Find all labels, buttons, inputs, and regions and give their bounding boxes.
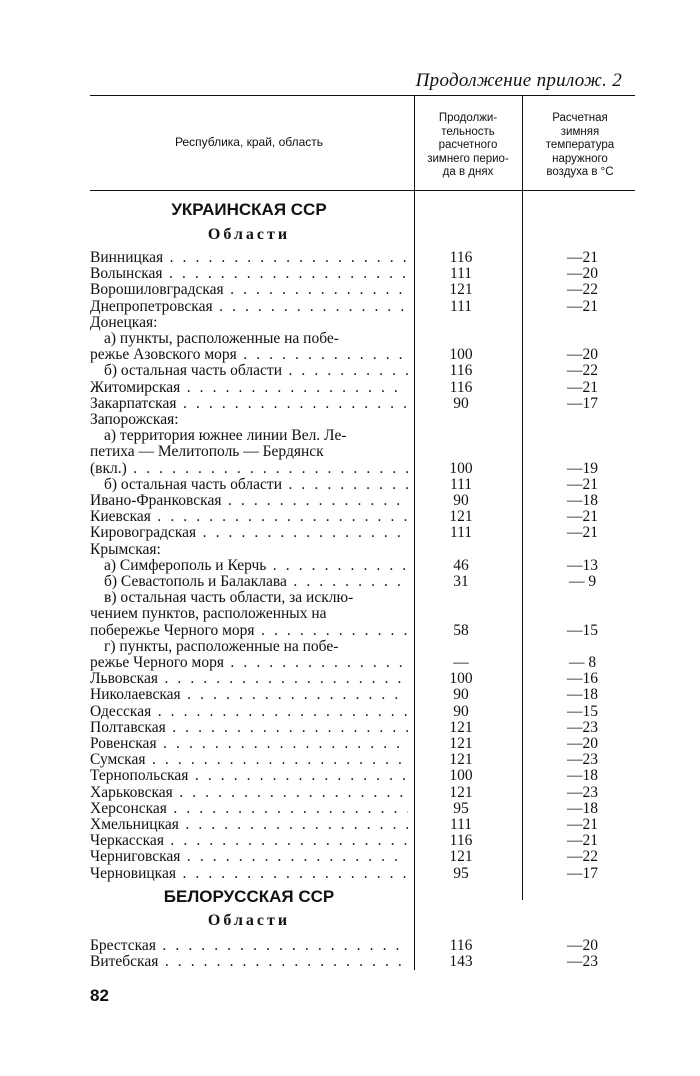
table-row: [90, 752, 635, 768]
winter-temperature: —21: [567, 508, 598, 526]
region-name: Одесская . . .: [90, 704, 408, 720]
heating-days: 46: [453, 556, 469, 574]
region-name: Днепропетровская . . .: [90, 299, 408, 315]
region-name: Черниговская . . .: [90, 849, 408, 865]
heating-days: —: [453, 654, 469, 671]
heating-days: 143: [449, 953, 473, 971]
heating-days: 95: [453, 864, 469, 882]
winter-temperature: —18: [567, 799, 598, 817]
table-row: [90, 704, 635, 720]
table-row: [90, 412, 635, 428]
region-name: а) пункты, расположенные на побе-: [104, 331, 339, 347]
table-row: [90, 639, 635, 655]
heating-days: 116: [449, 937, 473, 954]
winter-temperature: — 8: [568, 654, 597, 671]
heating-days: 116: [449, 378, 473, 396]
winter-temperature: —20: [567, 265, 598, 283]
header-duration-column: Продолжи- тельность расчетного зимнего перио- да в днях: [427, 112, 509, 178]
header-top-rule: [90, 95, 635, 96]
region-name: Кировоградская . . .: [90, 525, 408, 541]
winter-temperature: —18: [567, 492, 598, 509]
table-row: [90, 655, 635, 671]
region-name: режье Черного моря . . .: [90, 655, 408, 671]
section-title: УКРАИНСКАЯ ССР: [171, 200, 327, 219]
heating-days: 100: [449, 670, 473, 688]
table-row: [90, 574, 635, 590]
winter-temperature: —23: [567, 751, 598, 769]
heating-days: 90: [453, 492, 469, 509]
table-row: [90, 509, 635, 525]
table-row: [90, 849, 635, 865]
table-row: [90, 720, 635, 736]
region-name: Черновицкая . . .: [90, 866, 408, 882]
page-number: 82: [90, 986, 109, 1005]
table-row: [90, 315, 635, 331]
winter-temperature: —22: [567, 362, 598, 380]
region-name: Волынская . . .: [90, 266, 408, 282]
winter-temperature: —21: [567, 378, 598, 396]
winter-temperature: —20: [567, 735, 598, 752]
heating-days: 111: [449, 524, 473, 542]
region-name: Киевская . . .: [90, 509, 408, 525]
table-row: [90, 866, 635, 882]
table-row: [90, 687, 635, 703]
heating-days: 121: [449, 281, 473, 299]
table-row: [90, 833, 635, 849]
column-divider-2: [522, 95, 523, 190]
heating-days: 121: [449, 848, 473, 866]
region-name: Винницкая . . .: [90, 250, 408, 266]
heating-days: 116: [449, 832, 473, 850]
winter-temperature: —20: [567, 346, 598, 364]
heating-days: 58: [453, 621, 469, 639]
heating-days: 100: [449, 767, 473, 785]
table-row: [90, 363, 635, 379]
region-name: Хмельницкая . . .: [90, 817, 408, 833]
winter-temperature: —13: [567, 556, 598, 574]
heating-days: 111: [449, 265, 473, 283]
region-name: г) пункты, расположенные на побе-: [104, 638, 339, 655]
region-name: Ворошиловградская . . .: [90, 282, 408, 298]
table-row: [90, 606, 635, 622]
winter-temperature: —21: [567, 297, 598, 315]
region-name: Ровенская . . .: [90, 736, 408, 752]
table-row: [90, 525, 635, 541]
region-name: а) Симферополь и Керчь . . .: [104, 558, 408, 574]
winter-temperature: —21: [567, 816, 598, 833]
winter-temperature: —15: [567, 621, 598, 639]
table-row: [90, 331, 635, 347]
region-name: (вкл.) . . .: [90, 461, 408, 477]
table-row: [90, 299, 635, 315]
table-row: [90, 477, 635, 493]
heating-days: 116: [449, 249, 473, 266]
region-name: Тернопольская . . .: [90, 768, 408, 784]
region-name: Донецкая:: [90, 314, 158, 331]
table-row: [90, 380, 635, 396]
section-subtitle: Области: [207, 226, 291, 243]
heating-days: 111: [449, 297, 473, 315]
table-row: [90, 768, 635, 784]
winter-temperature: —23: [567, 953, 598, 971]
region-name: Житомирская . . .: [90, 380, 408, 396]
table-row: [90, 736, 635, 752]
table-row: [90, 558, 635, 574]
heating-days: 121: [449, 783, 473, 801]
region-name: Полтавская . . .: [90, 720, 408, 736]
heating-days: 121: [449, 751, 473, 769]
region-name: б) остальная часть области . . .: [104, 363, 408, 379]
region-name: Брестская . . .: [90, 938, 408, 954]
heating-days: 90: [453, 394, 469, 412]
table-row: [90, 266, 635, 282]
table-row: [90, 954, 635, 970]
winter-temperature: —19: [567, 459, 598, 477]
table-row: [90, 938, 635, 954]
continuation-caption: Продолжение прилож. 2: [415, 70, 622, 91]
heating-days: 100: [449, 459, 473, 477]
region-name: Сумская . . .: [90, 752, 408, 768]
region-name: Витебская . . .: [90, 954, 408, 970]
section-title: БЕЛОРУССКАЯ ССР: [163, 887, 335, 906]
winter-temperature: —21: [567, 832, 598, 850]
table-row: [90, 250, 635, 266]
winter-temperature: —17: [567, 864, 598, 882]
table-row: [90, 801, 635, 817]
table-row: [90, 623, 635, 639]
winter-temperature: —16: [567, 670, 598, 688]
region-name: Крымская:: [90, 541, 161, 558]
region-name: Закарпатская . . .: [90, 396, 408, 412]
table-row: [90, 282, 635, 298]
header-bottom-rule: [90, 190, 635, 191]
table-row: [90, 461, 635, 477]
section-subtitle: Области: [207, 912, 291, 929]
heating-days: 121: [449, 735, 473, 752]
table-row: [90, 590, 635, 606]
heating-days: 111: [449, 816, 473, 833]
winter-temperature: —20: [567, 937, 598, 954]
table-row: [90, 785, 635, 801]
table-row: [90, 347, 635, 363]
region-name: Херсонская . . .: [90, 801, 408, 817]
heating-days: 31: [453, 573, 469, 590]
region-name: Черкасская . . .: [90, 833, 408, 849]
table-row: [90, 444, 635, 460]
heating-days: 116: [449, 362, 473, 380]
header-temperature-column: Расчетная зимняя температура наружного воздуха в °С: [545, 112, 615, 178]
heating-days: 111: [449, 475, 473, 493]
winter-temperature: —21: [567, 475, 598, 493]
region-name: в) остальная часть области, за исклю-: [104, 590, 354, 607]
heating-days: 95: [453, 799, 469, 817]
table-row: [90, 671, 635, 687]
winter-temperature: —23: [567, 718, 598, 736]
table-row: [90, 428, 635, 444]
region-name: режье Азовского моря . . .: [90, 347, 408, 363]
region-name: побережье Черного моря . . .: [90, 623, 408, 639]
winter-temperature: —22: [567, 848, 598, 866]
region-name: петиха — Мелитополь — Бердянск: [90, 444, 324, 461]
table-row: [90, 493, 635, 509]
heating-days: 90: [453, 702, 469, 720]
region-name: Запорожская:: [90, 412, 179, 428]
region-name: б) остальная часть области . . .: [104, 477, 408, 493]
winter-temperature: —21: [567, 524, 598, 542]
region-name: Ивано-Франковская . . .: [90, 493, 408, 509]
table-row: [90, 542, 635, 558]
heating-days: 90: [453, 686, 469, 704]
region-name: Харьковская . . .: [90, 785, 408, 801]
winter-temperature: —23: [567, 783, 598, 801]
winter-temperature: — 9: [568, 573, 597, 590]
region-name: Львовская . . .: [90, 671, 408, 687]
region-name: б) Севастополь и Балаклава . . .: [104, 574, 408, 590]
winter-temperature: —15: [567, 702, 598, 720]
winter-temperature: —18: [567, 686, 598, 704]
region-name: а) территория южнее линии Вел. Ле-: [104, 428, 347, 445]
winter-temperature: —21: [567, 249, 598, 266]
heating-days: 121: [449, 508, 473, 526]
heating-days: 100: [449, 346, 473, 364]
table-row: [90, 396, 635, 412]
winter-temperature: —18: [567, 767, 598, 785]
header-region-column: Республика, край, область: [174, 135, 324, 149]
winter-temperature: —22: [567, 281, 598, 299]
table-row: [90, 817, 635, 833]
winter-temperature: —17: [567, 394, 598, 412]
region-name: Николаевская . . .: [90, 687, 408, 703]
heating-days: 121: [449, 718, 473, 736]
region-name: чением пунктов, расположенных на: [90, 606, 327, 623]
